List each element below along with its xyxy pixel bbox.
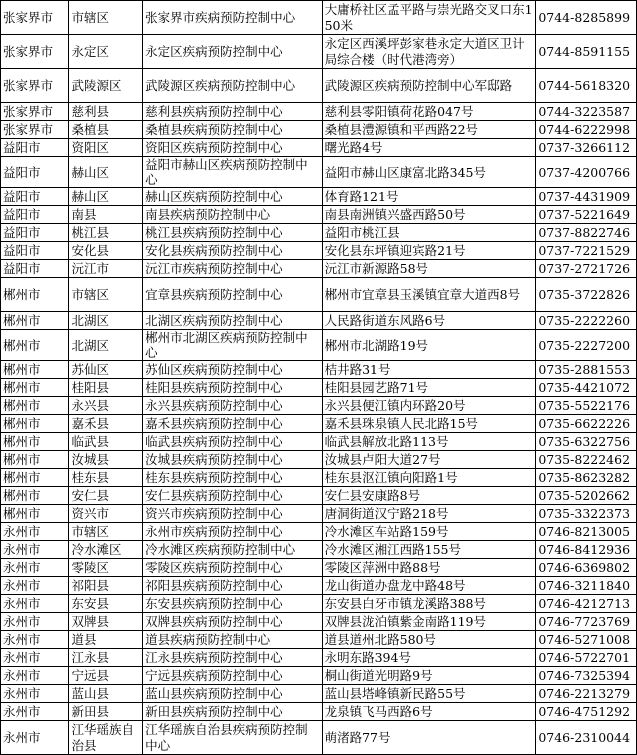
address-cell: 沅江市新源路58号 xyxy=(322,260,536,278)
address-cell: 萌渚路77号 xyxy=(322,721,536,755)
city-cell: 张家界市 xyxy=(1,35,69,69)
phone-cell: 0746-4212713 xyxy=(536,595,637,613)
table-row xyxy=(1,139,637,157)
district-cell: 零陵区 xyxy=(69,559,143,577)
district-cell: 祁阳县 xyxy=(69,577,143,595)
address-cell: 桂东县沤江镇向阳路1号 xyxy=(322,469,536,487)
org-name-cell: 江华瑶族自治县疾病预防控制中心 xyxy=(143,721,322,755)
phone-cell: 0737-2721726 xyxy=(536,260,637,278)
address-cell: 冷水滩区湘江西路155号 xyxy=(322,541,536,559)
city-cell: 郴州市 xyxy=(1,330,69,361)
district-cell: 汝城县 xyxy=(69,451,143,469)
city-cell: 永州市 xyxy=(1,703,69,721)
city-cell: 郴州市 xyxy=(1,379,69,397)
phone-cell: 0746-5271008 xyxy=(536,631,637,649)
address-cell: 永明东路394号 xyxy=(322,649,536,667)
district-cell: 资阳区 xyxy=(69,139,143,157)
address-cell: 蓝山县塔峰镇新民路55号 xyxy=(322,685,536,703)
city-cell: 郴州市 xyxy=(1,312,69,330)
table-row xyxy=(1,397,637,415)
address-cell: 人民路街道东风路6号 xyxy=(322,312,536,330)
city-cell: 永州市 xyxy=(1,721,69,755)
phone-cell: 0737-8822746 xyxy=(536,224,637,242)
phone-cell: 0744-5618320 xyxy=(536,69,637,103)
phone-cell: 0735-2222260 xyxy=(536,312,637,330)
city-cell: 永州市 xyxy=(1,613,69,631)
table-row xyxy=(1,312,637,330)
org-name-cell: 永州市疾病预防控制中心 xyxy=(143,523,322,541)
district-cell: 安仁县 xyxy=(69,487,143,505)
address-cell: 冷水滩区车站路159号 xyxy=(322,523,536,541)
phone-cell: 0744-8591155 xyxy=(536,35,637,69)
address-cell: 安仁县安康路8号 xyxy=(322,487,536,505)
table-row xyxy=(1,703,637,721)
table-row xyxy=(1,379,637,397)
address-cell: 武陵源区疾病预防控制中心军邸路 xyxy=(322,69,536,103)
table-row xyxy=(1,157,637,188)
org-name-cell: 新田县疾病预防控制中心 xyxy=(143,703,322,721)
district-cell: 临武县 xyxy=(69,433,143,451)
org-name-cell: 嘉禾县疾病预防控制中心 xyxy=(143,415,322,433)
address-cell: 益阳市赫山区康富北路345号 xyxy=(322,157,536,188)
district-cell: 桑植县 xyxy=(69,121,143,139)
city-cell: 郴州市 xyxy=(1,451,69,469)
phone-cell: 0735-5202662 xyxy=(536,487,637,505)
district-cell: 桂阳县 xyxy=(69,379,143,397)
table-row xyxy=(1,577,637,595)
city-cell: 张家界市 xyxy=(1,1,69,35)
table-row xyxy=(1,487,637,505)
org-name-cell: 汝城县疾病预防控制中心 xyxy=(143,451,322,469)
address-cell: 桑植县澧源镇和平西路22号 xyxy=(322,121,536,139)
table-row xyxy=(1,278,637,312)
phone-cell: 0746-3211840 xyxy=(536,577,637,595)
district-cell: 永兴县 xyxy=(69,397,143,415)
org-name-cell: 双牌县疾病预防控制中心 xyxy=(143,613,322,631)
address-cell: 益阳市桃江县 xyxy=(322,224,536,242)
phone-cell: 0746-4751292 xyxy=(536,703,637,721)
table-row xyxy=(1,505,637,523)
org-name-cell: 东安县疾病预防控制中心 xyxy=(143,595,322,613)
district-cell: 东安县 xyxy=(69,595,143,613)
city-cell: 益阳市 xyxy=(1,206,69,224)
city-cell: 永州市 xyxy=(1,541,69,559)
city-cell: 郴州市 xyxy=(1,415,69,433)
phone-cell: 0746-7325394 xyxy=(536,667,637,685)
table-row xyxy=(1,649,637,667)
phone-cell: 0744-3223587 xyxy=(536,103,637,121)
city-cell: 郴州市 xyxy=(1,361,69,379)
address-cell: 唐洞街道汉宁路218号 xyxy=(322,505,536,523)
city-cell: 永州市 xyxy=(1,667,69,685)
city-cell: 益阳市 xyxy=(1,224,69,242)
address-cell: 龙山街道办盘龙中路48号 xyxy=(322,577,536,595)
table-body xyxy=(1,1,637,755)
org-name-cell: 安仁县疾病预防控制中心 xyxy=(143,487,322,505)
district-cell: 宁远县 xyxy=(69,667,143,685)
table-row xyxy=(1,721,637,755)
address-cell: 永定区西溪坪彭家巷永定大道区卫计局综合楼（时代港湾旁） xyxy=(322,35,536,69)
district-cell: 永定区 xyxy=(69,35,143,69)
org-name-cell: 武陵源区疾病预防控制中心 xyxy=(143,69,322,103)
phone-cell: 0735-3722826 xyxy=(536,278,637,312)
table-row xyxy=(1,451,637,469)
city-cell: 益阳市 xyxy=(1,260,69,278)
org-name-cell: 桂东县疾病预防控制中心 xyxy=(143,469,322,487)
phone-cell: 0735-4421072 xyxy=(536,379,637,397)
city-cell: 郴州市 xyxy=(1,487,69,505)
org-name-cell: 桃江县疾病预防控制中心 xyxy=(143,224,322,242)
org-name-cell: 郴州市北湖区疾病预防控制中心 xyxy=(143,330,322,361)
table-row xyxy=(1,541,637,559)
org-name-cell: 道县疾病预防控制中心 xyxy=(143,631,322,649)
address-cell: 桂阳县园艺路71号 xyxy=(322,379,536,397)
city-cell: 郴州市 xyxy=(1,433,69,451)
district-cell: 沅江市 xyxy=(69,260,143,278)
phone-cell: 0737-4431909 xyxy=(536,188,637,206)
district-cell: 嘉禾县 xyxy=(69,415,143,433)
org-name-cell: 慈利县疾病预防控制中心 xyxy=(143,103,322,121)
table-row xyxy=(1,685,637,703)
district-cell: 武陵源区 xyxy=(69,69,143,103)
district-cell: 安化县 xyxy=(69,242,143,260)
address-cell: 安化县东坪镇迎宾路21号 xyxy=(322,242,536,260)
district-cell: 双牌县 xyxy=(69,613,143,631)
phone-cell: 0744-8285899 xyxy=(536,1,637,35)
phone-cell: 0746-8412936 xyxy=(536,541,637,559)
phone-cell: 0746-7723769 xyxy=(536,613,637,631)
district-cell: 新田县 xyxy=(69,703,143,721)
address-cell: 桐山街道光明路9号 xyxy=(322,667,536,685)
district-cell: 赫山区 xyxy=(69,157,143,188)
org-name-cell: 赫山区疾病预防控制中心 xyxy=(143,188,322,206)
phone-cell: 0737-3266112 xyxy=(536,139,637,157)
table-row xyxy=(1,523,637,541)
org-name-cell: 北湖区疾病预防控制中心 xyxy=(143,312,322,330)
phone-cell: 0744-6222998 xyxy=(536,121,637,139)
district-cell: 市辖区 xyxy=(69,1,143,35)
table-row xyxy=(1,613,637,631)
phone-cell: 0735-8623282 xyxy=(536,469,637,487)
org-name-cell: 资兴市疾病预防控制中心 xyxy=(143,505,322,523)
table-row xyxy=(1,559,637,577)
org-name-cell: 苏仙区疾病预防控制中心 xyxy=(143,361,322,379)
district-cell: 桃江县 xyxy=(69,224,143,242)
address-cell: 道县道州北路580号 xyxy=(322,631,536,649)
org-name-cell: 祁阳县疾病预防控制中心 xyxy=(143,577,322,595)
phone-cell: 0735-5522176 xyxy=(536,397,637,415)
phone-cell: 0746-2310044 xyxy=(536,721,637,755)
table-row xyxy=(1,595,637,613)
org-name-cell: 永定区疾病预防控制中心 xyxy=(143,35,322,69)
phone-cell: 0737-4200766 xyxy=(536,157,637,188)
address-cell: 南县南洲镇兴盛西路50号 xyxy=(322,206,536,224)
address-cell: 零陵区萍洲中路88号 xyxy=(322,559,536,577)
city-cell: 张家界市 xyxy=(1,69,69,103)
org-name-cell: 安化县疾病预防控制中心 xyxy=(143,242,322,260)
district-cell: 慈利县 xyxy=(69,103,143,121)
phone-cell: 0746-8213005 xyxy=(536,523,637,541)
city-cell: 益阳市 xyxy=(1,188,69,206)
phone-cell: 0746-6369802 xyxy=(536,559,637,577)
table-row xyxy=(1,361,637,379)
org-name-cell: 冷水滩区疾病预防控制中心 xyxy=(143,541,322,559)
address-cell: 龙泉镇飞马西路6号 xyxy=(322,703,536,721)
table-row xyxy=(1,35,637,69)
table-row xyxy=(1,260,637,278)
address-cell: 临武县解放北路113号 xyxy=(322,433,536,451)
phone-cell: 0735-6622226 xyxy=(536,415,637,433)
org-name-cell: 零陵区疾病预防控制中心 xyxy=(143,559,322,577)
address-cell: 大庸桥社区孟平路与崇光路交叉口东150米 xyxy=(322,1,536,35)
org-name-cell: 益阳市赫山区疾病预防控制中心 xyxy=(143,157,322,188)
table-row xyxy=(1,433,637,451)
district-cell: 资兴市 xyxy=(69,505,143,523)
org-name-cell: 宁远县疾病预防控制中心 xyxy=(143,667,322,685)
district-cell: 冷水滩区 xyxy=(69,541,143,559)
city-cell: 永州市 xyxy=(1,631,69,649)
table-row xyxy=(1,103,637,121)
org-name-cell: 南县疾病预防控制中心 xyxy=(143,206,322,224)
district-cell: 道县 xyxy=(69,631,143,649)
city-cell: 郴州市 xyxy=(1,278,69,312)
table-row xyxy=(1,667,637,685)
phone-cell: 0735-3322373 xyxy=(536,505,637,523)
table-row xyxy=(1,188,637,206)
district-cell: 南县 xyxy=(69,206,143,224)
district-cell: 市辖区 xyxy=(69,278,143,312)
address-cell: 汝城县卢阳大道27号 xyxy=(322,451,536,469)
org-name-cell: 江永县疾病预防控制中心 xyxy=(143,649,322,667)
district-cell: 江永县 xyxy=(69,649,143,667)
table-row xyxy=(1,69,637,103)
org-name-cell: 张家界市疾病预防控制中心 xyxy=(143,1,322,35)
table-row xyxy=(1,206,637,224)
org-name-cell: 桂阳县疾病预防控制中心 xyxy=(143,379,322,397)
city-cell: 益阳市 xyxy=(1,139,69,157)
phone-cell: 0746-2213279 xyxy=(536,685,637,703)
city-cell: 郴州市 xyxy=(1,397,69,415)
city-cell: 永州市 xyxy=(1,577,69,595)
table-row xyxy=(1,631,637,649)
city-cell: 永州市 xyxy=(1,595,69,613)
city-cell: 郴州市 xyxy=(1,505,69,523)
table-row xyxy=(1,330,637,361)
address-cell: 东安县白牙市镇龙溪路388号 xyxy=(322,595,536,613)
table-row xyxy=(1,242,637,260)
address-cell: 郴州市北湖路19号 xyxy=(322,330,536,361)
phone-cell: 0735-2881553 xyxy=(536,361,637,379)
city-cell: 张家界市 xyxy=(1,121,69,139)
address-cell: 嘉禾县珠泉镇人民北路15号 xyxy=(322,415,536,433)
phone-cell: 0735-6322756 xyxy=(536,433,637,451)
table-row xyxy=(1,224,637,242)
district-cell: 桂东县 xyxy=(69,469,143,487)
table-row xyxy=(1,415,637,433)
org-name-cell: 蓝山县疾病预防控制中心 xyxy=(143,685,322,703)
org-name-cell: 临武县疾病预防控制中心 xyxy=(143,433,322,451)
district-cell: 蓝山县 xyxy=(69,685,143,703)
district-cell: 市辖区 xyxy=(69,523,143,541)
city-cell: 益阳市 xyxy=(1,157,69,188)
address-cell: 双牌县泷泊镇紫金南路119号 xyxy=(322,613,536,631)
city-cell: 永州市 xyxy=(1,559,69,577)
city-cell: 郴州市 xyxy=(1,469,69,487)
address-cell: 体育路121号 xyxy=(322,188,536,206)
org-name-cell: 宜章县疾病预防控制中心 xyxy=(143,278,322,312)
org-name-cell: 桑植县疾病预防控制中心 xyxy=(143,121,322,139)
org-name-cell: 永兴县疾病预防控制中心 xyxy=(143,397,322,415)
phone-cell: 0737-5221649 xyxy=(536,206,637,224)
address-cell: 曙光路4号 xyxy=(322,139,536,157)
city-cell: 永州市 xyxy=(1,685,69,703)
address-cell: 郴州市宜章县玉溪镇宜章大道西8号 xyxy=(322,278,536,312)
address-cell: 永兴县便江镇内环路20号 xyxy=(322,397,536,415)
district-cell: 北湖区 xyxy=(69,312,143,330)
table-row xyxy=(1,121,637,139)
table-row xyxy=(1,1,637,35)
district-cell: 苏仙区 xyxy=(69,361,143,379)
district-cell: 赫山区 xyxy=(69,188,143,206)
city-cell: 张家界市 xyxy=(1,103,69,121)
city-cell: 益阳市 xyxy=(1,242,69,260)
table-row xyxy=(1,469,637,487)
phone-cell: 0737-7221529 xyxy=(536,242,637,260)
city-cell: 永州市 xyxy=(1,523,69,541)
district-cell: 江华瑶族自治县 xyxy=(69,721,143,755)
address-cell: 慈利县零阳镇荷花路047号 xyxy=(322,103,536,121)
city-cell: 永州市 xyxy=(1,649,69,667)
phone-cell: 0735-2227200 xyxy=(536,330,637,361)
address-cell: 桔井路31号 xyxy=(322,361,536,379)
org-name-cell: 资阳区疾病预防控制中心 xyxy=(143,139,322,157)
org-name-cell: 沅江市疾病预防控制中心 xyxy=(143,260,322,278)
phone-cell: 0746-5722701 xyxy=(536,649,637,667)
district-cell: 北湖区 xyxy=(69,330,143,361)
phone-cell: 0735-8222462 xyxy=(536,451,637,469)
